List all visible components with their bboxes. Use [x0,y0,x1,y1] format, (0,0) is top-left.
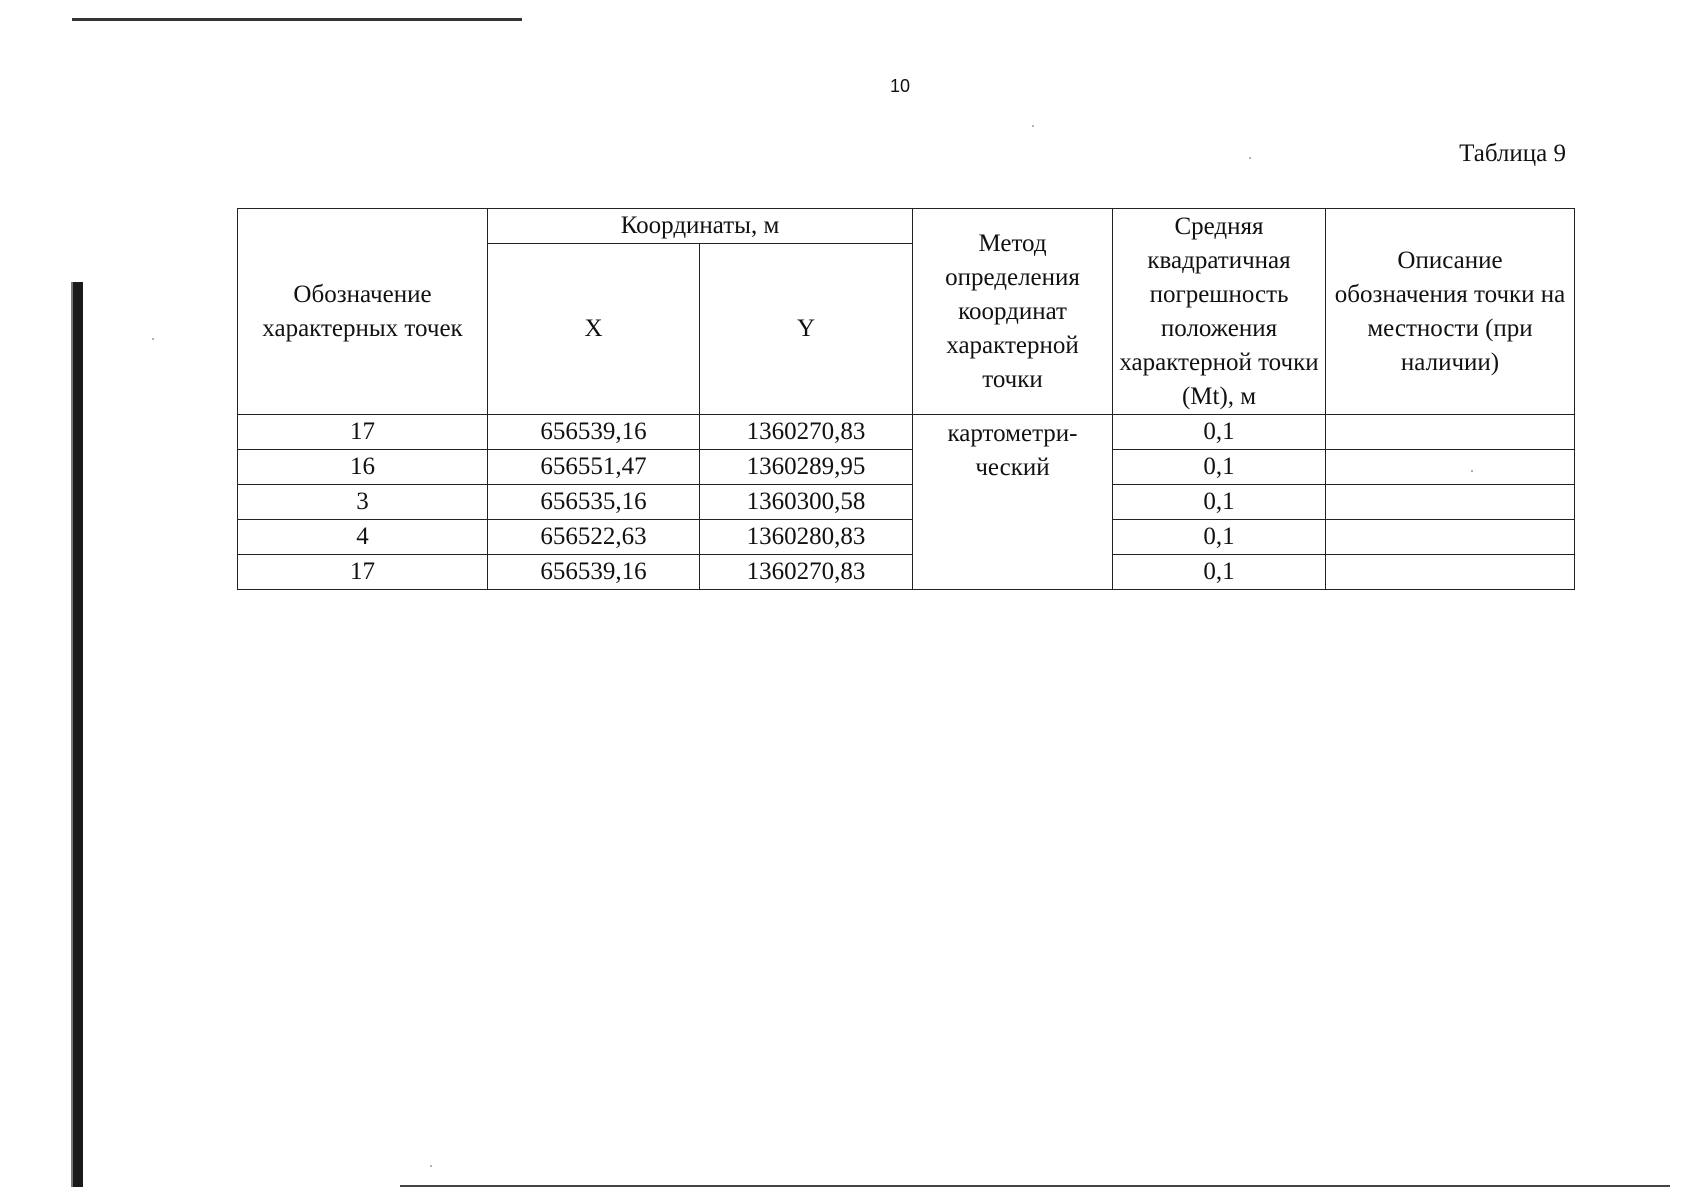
header-point-description: Описание обозначения точки на местности (при наличии) [1326,209,1575,415]
cell-y: 1360300,58 [700,485,913,520]
cell-y: 1360270,83 [700,415,913,450]
cell-point: 3 [238,485,488,520]
header-mean-square-error: Средняя квадратичная погрешность положения характерной точки (Mt), м [1113,209,1326,415]
cell-description [1326,415,1575,450]
header-point-designation: Обозначение характерных точек [238,209,488,415]
cell-method: картометри-ческий [913,415,1113,590]
cell-y: 1360289,95 [700,450,913,485]
scan-speck [1032,125,1034,127]
scan-speck [1249,157,1251,159]
header-y: Y [700,244,913,415]
cell-description [1326,485,1575,520]
cell-description [1326,450,1575,485]
scan-speck [152,338,154,340]
scan-border-bottom [400,1185,1670,1187]
cell-x: 656522,63 [488,520,700,555]
header-coordinates: Координаты, м [488,209,913,244]
scan-speck [430,1165,432,1167]
table-row [238,520,1575,555]
table-row [238,415,1575,450]
scan-border-top [72,18,522,21]
cell-description [1326,555,1575,590]
page-number: 10 [889,76,911,96]
cell-description [1326,520,1575,555]
cell-x: 656539,16 [488,555,700,590]
table-caption: Таблица 9 [1459,140,1566,167]
header-method: Метод определения координат характерной точки [913,209,1113,415]
cell-x: 656535,16 [488,485,700,520]
cell-y: 1360270,83 [700,555,913,590]
table-row [238,450,1575,485]
cell-point: 4 [238,520,488,555]
scan-edge-left [73,282,83,1187]
table-row [238,485,1575,520]
cell-x: 656551,47 [488,450,700,485]
table-row [238,555,1575,590]
cell-error: 0,1 [1113,485,1326,520]
header-x: X [488,244,700,415]
coordinates-table [237,208,1575,590]
cell-error: 0,1 [1113,415,1326,450]
cell-point: 17 [238,555,488,590]
cell-point: 16 [238,450,488,485]
cell-point: 17 [238,415,488,450]
cell-error: 0,1 [1113,555,1326,590]
cell-x: 656539,16 [488,415,700,450]
cell-error: 0,1 [1113,520,1326,555]
cell-error: 0,1 [1113,450,1326,485]
cell-y: 1360280,83 [700,520,913,555]
